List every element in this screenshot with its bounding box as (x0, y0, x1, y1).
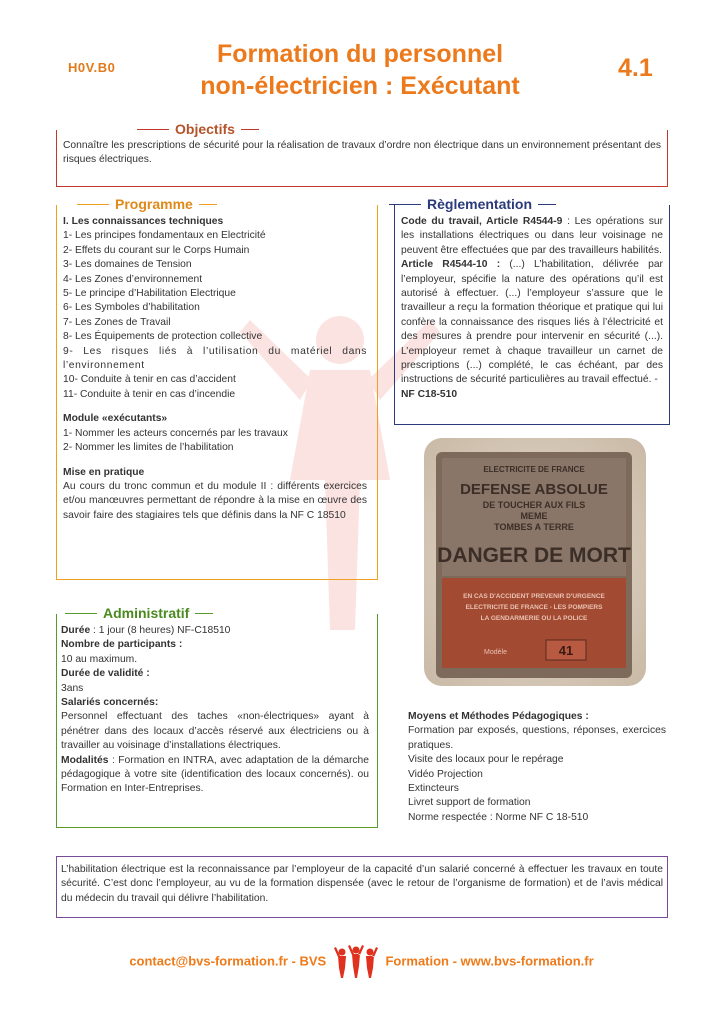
programme-item: 2- Effets du courant sur le Corps Humain (63, 244, 250, 256)
administratif-title: Administratif (97, 605, 195, 621)
article-r4544-10-text: (...) L’habilitation, délivrée par l’employeur, spécifie la nature des opérations qu’il est autorisé à effectuer. (...) l’employeur s’assure que le travailleur a reçu la formation théorique et pratique qui lui confère la connaissance des risques liés à l’électricité et des mesures à prendre pour intervenir en sécurité (...). L’employeur remet à chaque travailleur un carnet de prescriptions (...) complété, le cas échéant, par des instructions de sécurité particulières au travail effectué. - (401, 259, 663, 386)
participants-value: 10 au maximum. (61, 653, 138, 665)
reglementation-content (401, 215, 663, 402)
module-title: Module «exécutants» (63, 413, 168, 425)
validite-value: 3ans (61, 682, 84, 694)
programme-title: Programme (109, 196, 199, 212)
validite-label: Durée de validité : (61, 668, 150, 680)
sign-model-label: Modèle (484, 649, 507, 656)
contact-website-link[interactable]: Formation - www.bvs-formation.fr (385, 953, 594, 969)
moyens-item: Livret support de formation (408, 797, 531, 809)
participants-label: Nombre de participants : (61, 639, 183, 651)
sign-number: 41 (558, 643, 574, 658)
reglementation-title: Règlementation (421, 196, 538, 212)
habilitation-note: L’habilitation électrique est la reconnaissance par l’employeur de la capacité d’un salarié concerné à effectuer les travaux en toute sécurité. C’est donc l’employeur, au vu de la formation dispensée (avec le retour de l’organisme de formation) et de l’avis médical du médecin du travail qui délivre l’habilitation. (61, 864, 663, 904)
sign-line-5: TOMBES A TERRE (494, 522, 574, 532)
moyens-item: Norme respectée : Norme NF C 18-510 (408, 811, 589, 823)
programme-box (56, 196, 378, 580)
programme-item: 8- Les Équipements de protection collective (63, 331, 263, 343)
sign-small-3: LA GENDARMERIE OU LA POLICE (480, 615, 588, 622)
objectifs-text: Connaître les prescriptions de sécurité pour la réalisation de travaux d’ordre non électrique dans un environnement présentant des risques électriques. (63, 140, 661, 166)
salaries-value: Personnel effectuant des taches «non-électriques» ayant à pénétrer dans des locaux d’accès réservé aux électriciens ou à travailler au voisinage d’installations électriques. (61, 711, 369, 752)
reglementation-box (394, 196, 670, 425)
bvs-logo-icon (334, 944, 378, 980)
moyens-title: Moyens et Méthodes Pédagogiques : (408, 711, 589, 722)
section-number: 4.1 (618, 54, 653, 82)
danger-sign-photo (424, 438, 646, 686)
programme-item: 11- Conduite à tenir en cas d’incendie (63, 388, 236, 400)
programme-item: 6- Les Symboles d’habilitation (63, 302, 200, 314)
sign-small-1: EN CAS D'ACCIDENT PREVENIR D'URGENCE (463, 593, 605, 600)
modalites-value: : Formation en INTRA, avec adaptation de la démarche pédagogique à votre site (identification des locaux concernés). ou Formation en Inter-Entreprises. (61, 754, 369, 795)
norm-reference: NF C18-510 (401, 388, 458, 400)
programme-item: 10- Conduite à tenir en cas d’accident (63, 374, 236, 386)
sign-line-4: MEME (520, 511, 548, 521)
article-r4544-10-label: Article R4544-10 : (401, 259, 501, 271)
programme-content (63, 215, 367, 523)
moyens-item: Extincteurs (408, 783, 459, 795)
sign-line-2: DEFENSE ABSOLUE (460, 481, 608, 498)
administratif-box (56, 605, 378, 828)
page-title (150, 38, 570, 102)
moyens-item: Formation par exposés, questions, réponses, exercices pratiques. (408, 725, 666, 751)
programme-section-title: I. Les connaissances techniques (63, 216, 224, 227)
contact-line (0, 944, 723, 980)
module-item: 1- Nommer les acteurs concernés par les travaux (63, 427, 288, 439)
programme-item: 7- Les Zones de Travail (63, 316, 171, 328)
document-code: H0V.B0 (68, 60, 116, 75)
moyens-item: Vidéo Projection (408, 768, 483, 780)
objectifs-title: Objectifs (169, 121, 241, 137)
moyens-section (408, 710, 666, 825)
habilitation-note-box (56, 856, 668, 918)
duree-label: Durée (61, 625, 91, 636)
contact-email-link[interactable]: contact@bvs-formation.fr - BVS (129, 953, 327, 969)
administratif-content (61, 624, 369, 797)
pratique-text: Au cours du tronc commun et du module II : différents exercices et/ou manœuvres permettant de répondre à la mise en œuvre des savoir faire des stagiaires tels que définis dans la NF C 18510 (63, 480, 367, 521)
salaries-label: Salariés concernés: (61, 697, 159, 709)
pratique-title: Mise en pratique (63, 466, 145, 478)
sign-line-6: DANGER DE MORT (437, 544, 631, 567)
module-item: 2- Nommer les limites de l’habilitation (63, 442, 234, 454)
modalites-label: Modalités (61, 754, 109, 766)
title-line-1: Formation du personnel (216, 40, 504, 68)
article-r4544-9-label: Code du travail, Article R4544-9 (401, 216, 563, 227)
sign-line-1: ELECTRICITE DE FRANCE (483, 465, 585, 474)
objectifs-box (56, 121, 668, 187)
programme-item: 3- Les domaines de Tension (63, 259, 192, 271)
sign-line-3: DE TOUCHER AUX FILS (482, 500, 586, 510)
sign-small-2: ELECTRICITE DE FRANCE - LES POMPIERS (465, 604, 603, 611)
programme-item: 5- Le principe d’Habilitation Electrique (63, 288, 236, 300)
moyens-item: Visite des locaux pour le repérage (408, 754, 564, 766)
programme-item: 4- Les Zones d’environnement (63, 273, 203, 285)
programme-item: 1- Les principes fondamentaux en Electricité (63, 230, 266, 242)
programme-item: 9- Les risques liés à l’utilisation du matériel dans l’environnement (63, 345, 367, 372)
title-line-2: non-électricien : Exécutant (200, 72, 520, 100)
duree-value: : 1 jour (8 heures) NF-C18510 (90, 625, 231, 636)
article-r4544-9-text: : Les opérations sur les installations électriques ou dans leur voisinage ne peuvent être effectuées que par des travailleurs habilités. (401, 216, 663, 256)
